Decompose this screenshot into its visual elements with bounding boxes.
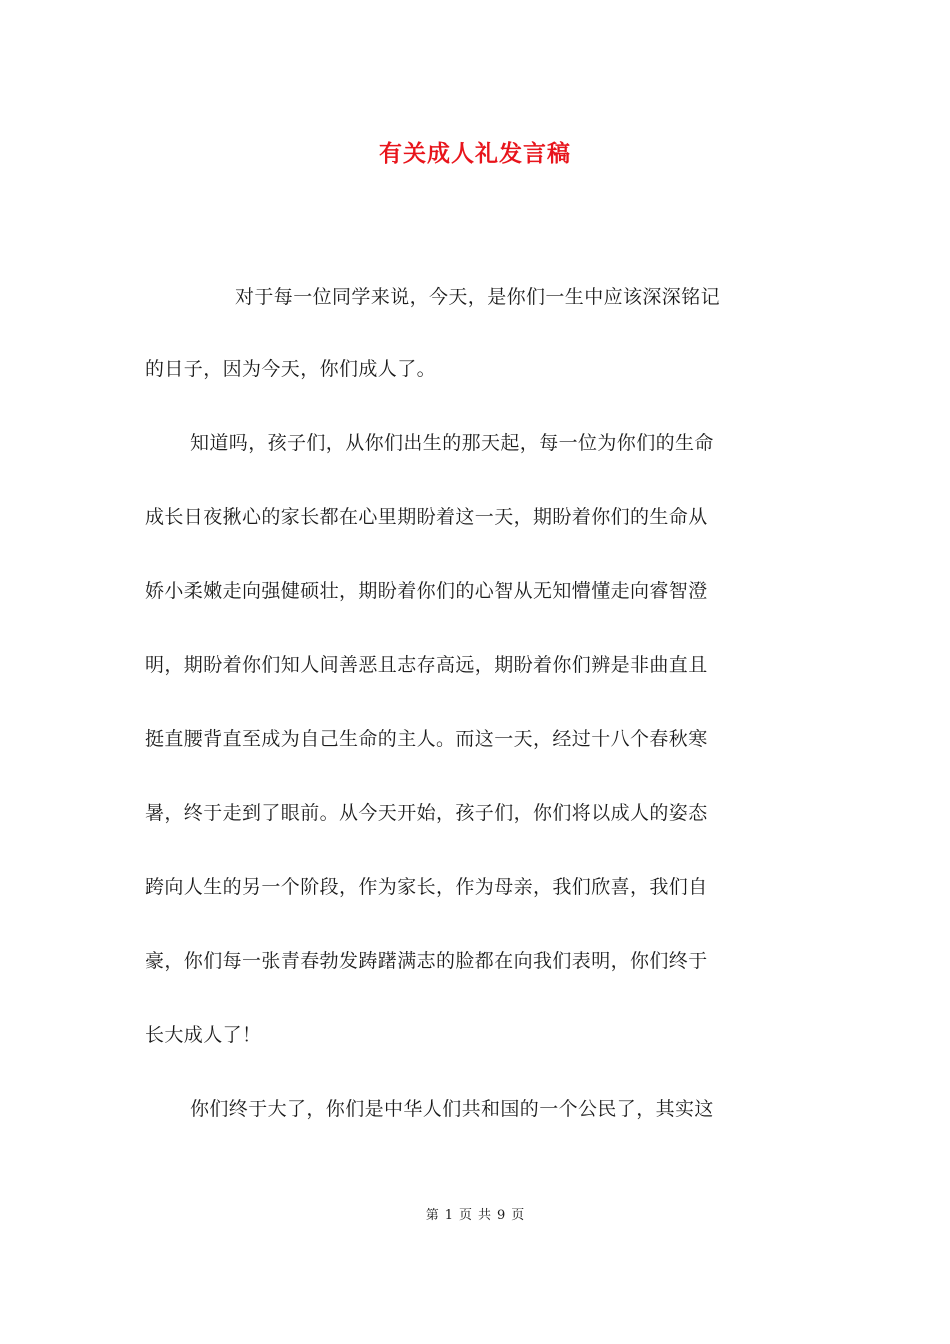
- total-unit: 页: [511, 1208, 525, 1223]
- page-footer: [0, 1207, 950, 1225]
- paragraph-line: 知道吗，孩子们，从你们出生的那天起，每一位为你们的生命: [190, 432, 714, 454]
- paragraph-line: 对于每一位同学来说，今天，是你们一生中应该深深铭记: [235, 286, 721, 308]
- paragraph-line: 娇小柔嫩走向强健硕壮，期盼着你们的心智从无知懵懂走向睿智澄: [145, 580, 708, 602]
- paragraph-line: 明，期盼着你们知人间善恶且志存高远，期盼着你们辨是非曲直且: [145, 654, 708, 676]
- page-number: 1: [444, 1208, 453, 1223]
- paragraph-line: 你们终于大了，你们是中华人们共和国的一个公民了，其实这: [190, 1098, 714, 1120]
- total-pages: 9: [497, 1208, 506, 1223]
- paragraph-line: 的日子，因为今天，你们成人了。: [145, 358, 437, 380]
- paragraph-line: 长大成人了！: [145, 1024, 262, 1046]
- paragraph-line: 豪，你们每一张青春勃发踌躇满志的脸都在向我们表明，你们终于: [145, 950, 708, 972]
- document-title: 有关成人礼发言稿: [379, 140, 571, 167]
- total-label: 共: [478, 1208, 492, 1223]
- paragraph-line: 挺直腰背直至成为自己生命的主人。而这一天，经过十八个春秋寒: [145, 728, 708, 750]
- paragraph-line: 暑，终于走到了眼前。从今天开始，孩子们，你们将以成人的姿态: [145, 802, 708, 824]
- paragraph-line: 成长日夜揪心的家长都在心里期盼着这一天，期盼着你们的生命从: [145, 506, 708, 528]
- paragraph-line: 跨向人生的另一个阶段，作为家长，作为母亲，我们欣喜，我们自: [145, 876, 708, 898]
- page-unit: 页: [458, 1208, 472, 1223]
- page-label: 第: [425, 1208, 439, 1223]
